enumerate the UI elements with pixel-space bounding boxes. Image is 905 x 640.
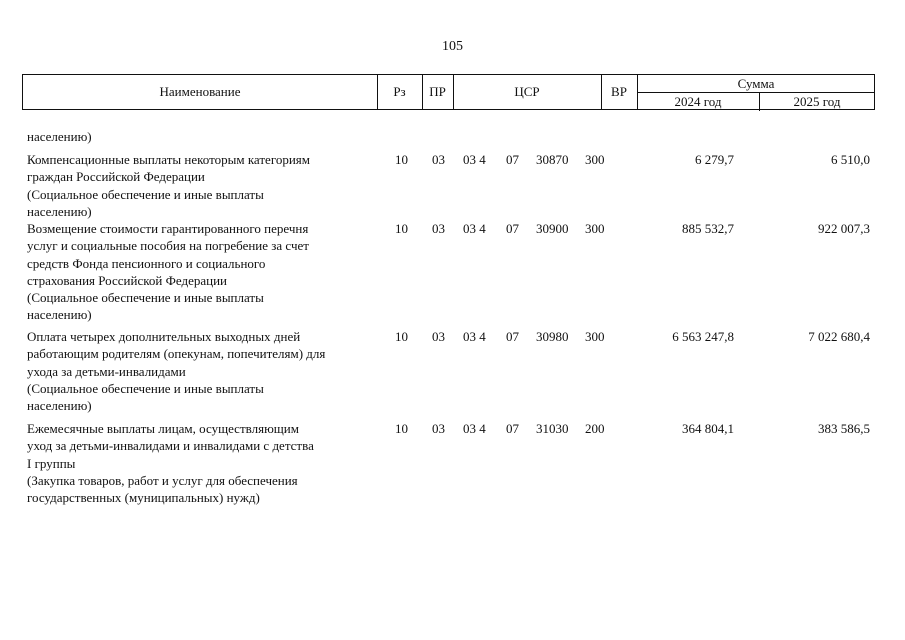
header-rz: Рз (393, 84, 406, 99)
row-name-line: (Закупка товаров, работ и услуг для обеспечения (27, 472, 298, 488)
row-csr-direction: 31030 (536, 421, 569, 436)
row-rz: 10 (395, 221, 408, 236)
row-csr-subprogram: 07 (506, 421, 519, 436)
table-header (22, 74, 875, 110)
row-name-line: Компенсационные выплаты некоторым категориям (27, 152, 310, 167)
row-rz: 10 (395, 329, 408, 344)
row-amount-2025: 383 586,5 (818, 421, 870, 436)
row-name-line: граждан Российской Федерации (27, 169, 205, 185)
row-csr-program: 03 4 (463, 329, 486, 344)
row-name-line: населению) (27, 129, 92, 144)
row-amount-2025: 6 510,0 (831, 152, 870, 167)
header-vr: ВР (611, 84, 627, 99)
row-name-line: населению) (27, 203, 92, 219)
header-year-2024: 2024 год (674, 94, 722, 109)
row-pr: 03 (432, 152, 445, 167)
row-name-line: работающим родителям (опекунам, попечителям) для (27, 346, 326, 362)
row-name-line: средств Фонда пенсионного и социального (27, 255, 266, 271)
row-name (27, 128, 382, 145)
row-name-line: Ежемесячные выплаты лицам, осуществляющим (27, 421, 299, 436)
row-vr: 200 (585, 421, 605, 436)
row-csr-program: 03 4 (463, 421, 486, 436)
row-csr-subprogram: 07 (506, 221, 519, 236)
row-vr: 300 (585, 329, 605, 344)
row-name-line: Оплата четырех дополнительных выходных дней (27, 329, 301, 344)
page-number: 105 (442, 39, 463, 54)
row-name-line: ухода за детьми-инвалидами (27, 363, 186, 379)
row-name (27, 420, 382, 506)
row-pr: 03 (432, 329, 445, 344)
row-name-line: государственных (муниципальных) нужд) (27, 490, 260, 506)
row-name (27, 220, 382, 324)
row-name-line: страхования Российской Федерации (27, 272, 227, 288)
header-sum-block (637, 75, 875, 109)
row-name (27, 328, 382, 414)
row-csr-direction: 30980 (536, 329, 569, 344)
row-name-line: населению) (27, 307, 92, 323)
row-csr-program: 03 4 (463, 221, 486, 236)
row-amount-2024: 364 804,1 (682, 421, 734, 436)
row-name-line: (Социальное обеспечение и иные выплаты (27, 380, 264, 396)
row-name-line: (Социальное обеспечение и иные выплаты (27, 290, 264, 306)
row-amount-2025: 7 022 680,4 (808, 329, 870, 344)
header-sum: Сумма (737, 75, 775, 91)
header-csr: ЦСР (514, 84, 540, 99)
row-vr: 300 (585, 221, 605, 236)
row-amount-2025: 922 007,3 (818, 221, 870, 236)
header-pr: ПР (429, 84, 446, 99)
row-vr: 300 (585, 152, 605, 167)
row-pr: 03 (432, 421, 445, 436)
row-amount-2024: 885 532,7 (682, 221, 734, 236)
row-name-line: населению) (27, 398, 92, 414)
row-rz: 10 (395, 421, 408, 436)
row-amount-2024: 6 279,7 (695, 152, 734, 167)
row-name-line: (Социальное обеспечение и иные выплаты (27, 186, 264, 202)
header-year-2025: 2025 год (793, 94, 841, 109)
row-name-line: Возмещение стоимости гарантированного перечня (27, 221, 309, 236)
row-csr-subprogram: 07 (506, 152, 519, 167)
row-rz: 10 (395, 152, 408, 167)
header-name: Наименование (159, 84, 241, 99)
header-years (637, 92, 875, 111)
row-csr-subprogram: 07 (506, 329, 519, 344)
row-csr-direction: 30870 (536, 152, 569, 167)
row-name-line: услуг и социальные пособия на погребение за счет (27, 238, 309, 254)
row-pr: 03 (432, 221, 445, 236)
row-name-line: уход за детьми-инвалидами и инвалидами с детства (27, 438, 314, 454)
row-name (27, 151, 382, 220)
row-csr-direction: 30900 (536, 221, 569, 236)
row-csr-program: 03 4 (463, 152, 486, 167)
row-amount-2024: 6 563 247,8 (672, 329, 734, 344)
row-name-line: I группы (27, 455, 76, 471)
